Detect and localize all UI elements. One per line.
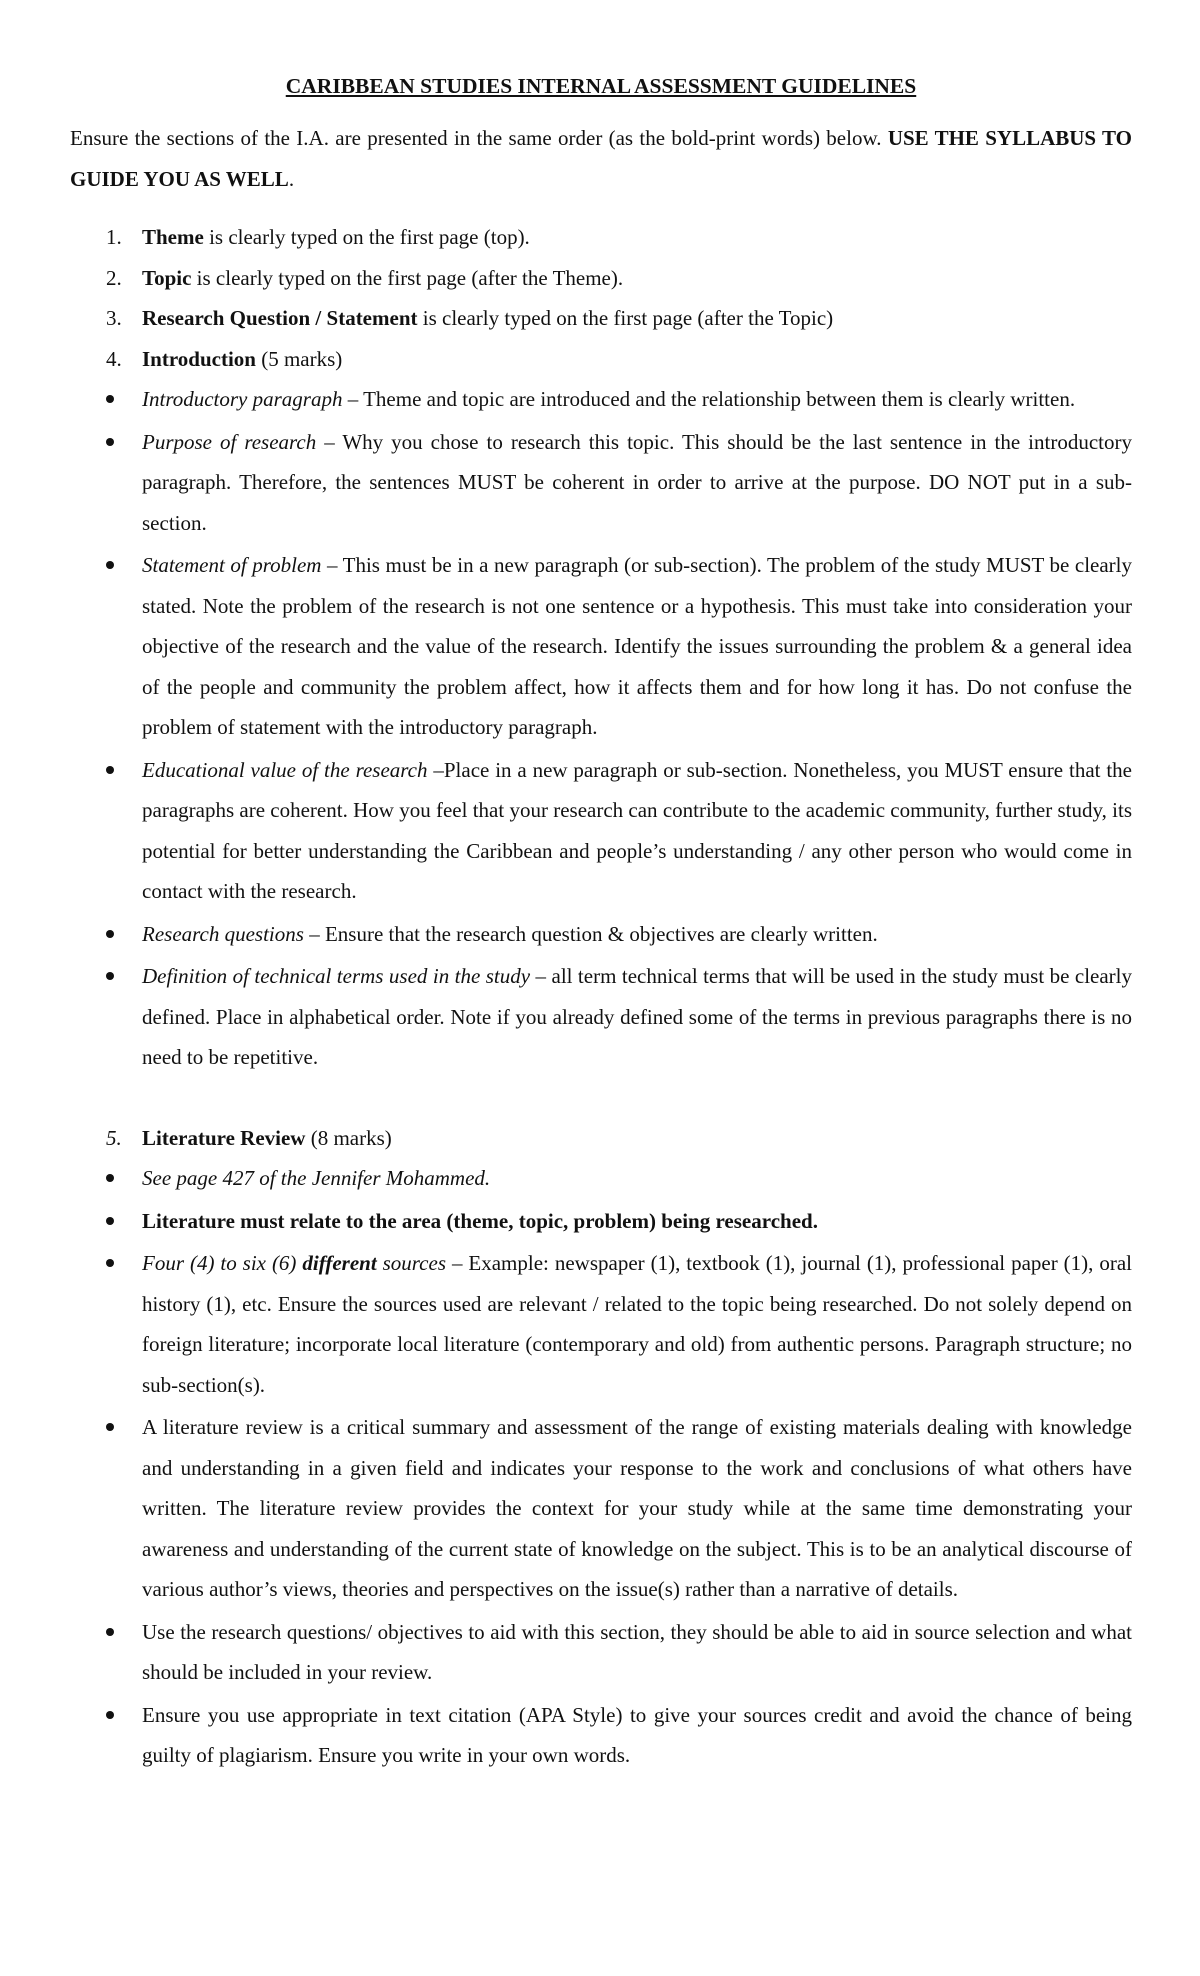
list-item-introduction (70, 339, 1132, 1078)
item-heading: Theme (142, 225, 204, 249)
bullet-text: See page 427 of the Jennifer Mohammed. (142, 1166, 491, 1190)
bullet-heading: Educational value of the research (142, 757, 428, 782)
item-number: 3. (106, 306, 122, 330)
bullet-item (142, 1612, 1132, 1693)
page-title: CARIBBEAN STUDIES INTERNAL ASSESSMENT GUIDELINES (285, 74, 917, 98)
bullet-item (142, 750, 1132, 912)
item-heading: Introduction (142, 346, 256, 371)
bullet-text: –Place in a new paragraph or sub-section. Nonetheless, you MUST ensure that the paragraphs are coherent. How you feel that your research can contribute to the academic community, further study, its potential for better understanding the Caribbean and people’s understanding / any other person who would come in contact with the research. (142, 757, 1132, 903)
list-item-research-question (70, 298, 1132, 339)
bullet-text: A literature review is a critical summary and assessment of the range of existing materials dealing with knowledge and understanding in a given field and indicates your response to the work and conclusions of what others have written. The literature review provides the context for your study while at the same time demonstrating your awareness and understanding of the current state of knowledge on the subject. This is to be an analytical discourse of various author’s views, theories and perspectives on the issue(s) rather than a narrative of details. (142, 1415, 1132, 1601)
bullet-icon (106, 1174, 114, 1182)
bullet-item (142, 1243, 1132, 1405)
bullet-item (142, 1695, 1132, 1776)
bullet-text: – all term technical terms that will be used in the study must be clearly defined. Place in alphabetical order. Note if you already defined some of the terms in previous paragraphs there is no need to be repetitive. (142, 964, 1133, 1069)
bullet-icon (106, 438, 114, 446)
bullet-text: – Example: newspaper (1), textbook (1), journal (1), professional paper (1), oral history (1), etc. Ensure the sources used are relevant / related to the topic being researched. Do not solely depend on foreign literature; incorporate local literature (contemporary and old) from authentic persons. Paragraph structure; no sub-section(s). (142, 1251, 1133, 1397)
item-text: (5 marks) (255, 346, 343, 371)
bullet-heading: Purpose of research (142, 429, 317, 454)
bullet-item (142, 956, 1132, 1078)
guideline-list (70, 217, 1132, 1776)
bullet-heading: Definition of technical terms used in the study (142, 964, 531, 988)
bullet-heading-end: sources (376, 1251, 447, 1275)
item-heading: Research Question / Statement (142, 306, 418, 330)
bullet-heading-emphasis: different (302, 1251, 377, 1275)
intro-text: Ensure the sections of the I.A. are presented in the same order (as the bold-print words) below. (70, 126, 888, 150)
bullet-text: – Theme and topic are introduced and the relationship between them is clearly written. (342, 387, 1076, 411)
bullet-item (142, 1158, 1132, 1199)
bullet-icon (106, 1628, 114, 1636)
bullet-icon (106, 1711, 114, 1719)
item-text: (8 marks) (305, 1125, 392, 1150)
literature-review-bullets (142, 1158, 1132, 1776)
bullet-item (142, 914, 1132, 955)
item-heading: Literature Review (142, 1125, 306, 1150)
bullet-text: – Why you chose to research this topic. This should be the last sentence in the introductory paragraph. Therefore, the sentences MUST be coherent in order to arrive at the purpose. DO NOT put in a sub-section. (142, 429, 1132, 535)
bullet-icon (106, 1259, 114, 1267)
bullet-item (142, 1201, 1132, 1242)
intro-end: . (288, 166, 295, 191)
bullet-icon (106, 766, 114, 774)
bullet-item (142, 379, 1132, 420)
item-number: 5. (106, 1125, 122, 1150)
item-text: is clearly typed on the first page (after the Theme). (191, 265, 624, 290)
bullet-icon (106, 1423, 114, 1431)
list-item-literature-review (70, 1118, 1132, 1776)
intro-bold-text: USE THE SYLLABUS TO GUIDE YOU AS WELL (70, 126, 1133, 191)
bullet-text: Literature must relate to the area (theme, topic, problem) being researched. (142, 1208, 818, 1233)
item-number: 2. (106, 265, 122, 290)
bullet-item (142, 545, 1132, 748)
bullet-text: Ensure you use appropriate in text citation (APA Style) to give your sources credit and avoid the chance of being guilty of plagiarism. Ensure you write in your own words. (142, 1702, 1132, 1767)
list-item-topic (70, 258, 1132, 299)
bullet-icon (106, 561, 114, 569)
item-number: 1. (106, 225, 122, 249)
bullet-heading: Statement of problem (142, 553, 322, 577)
item-number: 4. (106, 346, 122, 371)
item-text: is clearly typed on the first page (top). (203, 225, 530, 249)
bullet-icon (106, 930, 114, 938)
bullet-item (142, 422, 1132, 544)
bullet-item (142, 1407, 1132, 1610)
introduction-bullets (142, 379, 1132, 1078)
intro-paragraph (70, 118, 1132, 199)
bullet-text: – This must be in a new paragraph (or sub-section). The problem of the study MUST be clearly stated. Note the problem of the research is not one sentence or a hypothesis. This must take into consideration your objective of the research and the value of the research. Identify the issues surrounding the problem & a general idea of the people and community the problem affect, how it affects them and for how long it has. Do not confuse the problem of statement with the introductory paragraph. (142, 553, 1133, 739)
bullet-icon (106, 1217, 114, 1225)
list-item-theme (70, 217, 1132, 258)
bullet-heading: Research questions (142, 921, 304, 946)
bullet-text: – Ensure that the research question & objectives are clearly written. (303, 921, 878, 946)
bullet-icon (106, 395, 114, 403)
item-heading: Topic (142, 265, 192, 290)
bullet-text: Use the research questions/ objectives to aid with this section, they should be able to aid in source selection and what should be included in your review. (142, 1619, 1132, 1684)
section-spacer (70, 1080, 1132, 1118)
item-text: is clearly typed on the first page (after the Topic) (417, 306, 834, 330)
bullet-icon (106, 972, 114, 980)
bullet-heading: Introductory paragraph (142, 387, 343, 411)
bullet-heading: Four (4) to six (6) (142, 1251, 303, 1275)
